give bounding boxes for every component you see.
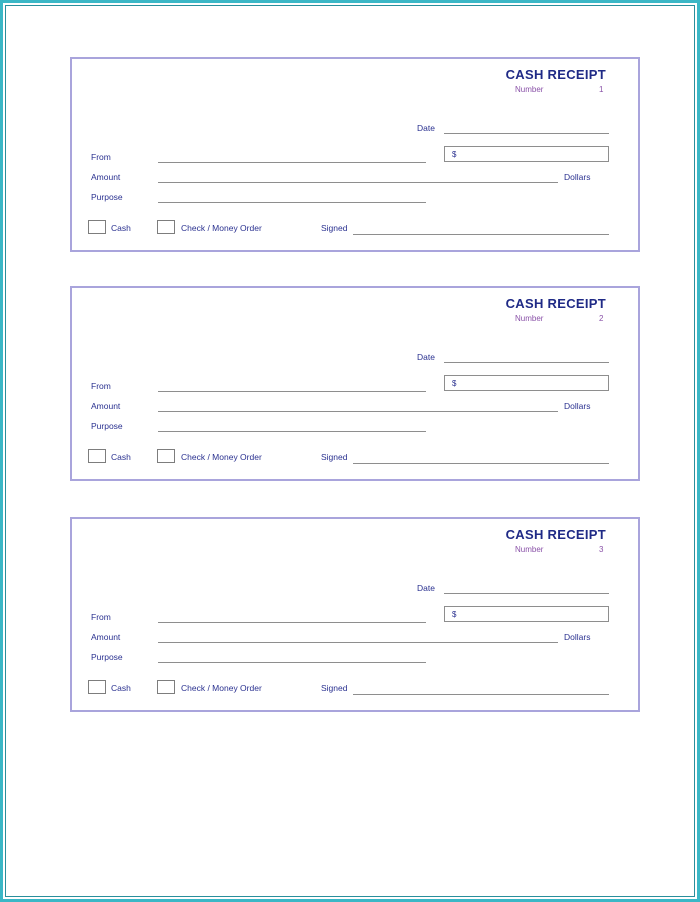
check-money-order-checkbox[interactable] [157, 680, 175, 694]
amount-dollar-box[interactable] [444, 606, 609, 622]
cash-receipt-1 [70, 57, 640, 252]
purpose-field[interactable] [158, 662, 426, 663]
cash-label: Cash [111, 223, 131, 233]
date-label: Date [417, 583, 435, 593]
purpose-label: Purpose [91, 192, 123, 202]
from-label: From [91, 152, 111, 162]
from-field[interactable] [158, 391, 426, 392]
dollars-label: Dollars [564, 172, 591, 182]
from-label: From [91, 612, 111, 622]
signature-field[interactable] [353, 694, 609, 695]
receipt-number: 2 [599, 314, 604, 323]
signed-label: Signed [321, 223, 348, 233]
check-money-order-label: Check / Money Order [181, 223, 262, 233]
purpose-field[interactable] [158, 202, 426, 203]
check-money-order-checkbox[interactable] [157, 449, 175, 463]
dollars-label: Dollars [564, 632, 591, 642]
date-field[interactable] [444, 133, 609, 134]
number-label: Number [515, 85, 544, 94]
cash-label: Cash [111, 452, 131, 462]
cash-receipt-2 [70, 286, 640, 481]
date-label: Date [417, 123, 435, 133]
receipt-number: 3 [599, 545, 604, 554]
currency-symbol: $ [452, 610, 457, 619]
amount-label: Amount [91, 401, 121, 411]
signed-label: Signed [321, 683, 348, 693]
cash-checkbox[interactable] [88, 449, 106, 463]
number-label: Number [515, 314, 544, 323]
amount-dollar-box[interactable] [444, 375, 609, 391]
from-field[interactable] [158, 622, 426, 623]
from-field[interactable] [158, 162, 426, 163]
amount-words-field[interactable] [158, 642, 558, 643]
currency-symbol: $ [452, 379, 457, 388]
from-label: From [91, 381, 111, 391]
receipt-title: CASH RECEIPT [505, 67, 606, 82]
signed-label: Signed [321, 452, 348, 462]
date-field[interactable] [444, 593, 609, 594]
amount-label: Amount [91, 632, 121, 642]
receipt-title: CASH RECEIPT [505, 296, 606, 311]
amount-words-field[interactable] [158, 182, 558, 183]
cash-checkbox[interactable] [88, 220, 106, 234]
cash-checkbox[interactable] [88, 680, 106, 694]
amount-label: Amount [91, 172, 121, 182]
amount-dollar-box[interactable] [444, 146, 609, 162]
currency-symbol: $ [452, 150, 457, 159]
cash-receipt-3 [70, 517, 640, 712]
dollars-label: Dollars [564, 401, 591, 411]
amount-words-field[interactable] [158, 411, 558, 412]
check-money-order-checkbox[interactable] [157, 220, 175, 234]
date-field[interactable] [444, 362, 609, 363]
receipt-title: CASH RECEIPT [505, 527, 606, 542]
purpose-label: Purpose [91, 652, 123, 662]
check-money-order-label: Check / Money Order [181, 683, 262, 693]
signature-field[interactable] [353, 234, 609, 235]
cash-label: Cash [111, 683, 131, 693]
purpose-field[interactable] [158, 431, 426, 432]
date-label: Date [417, 352, 435, 362]
purpose-label: Purpose [91, 421, 123, 431]
number-label: Number [515, 545, 544, 554]
check-money-order-label: Check / Money Order [181, 452, 262, 462]
signature-field[interactable] [353, 463, 609, 464]
receipt-number: 1 [599, 85, 604, 94]
